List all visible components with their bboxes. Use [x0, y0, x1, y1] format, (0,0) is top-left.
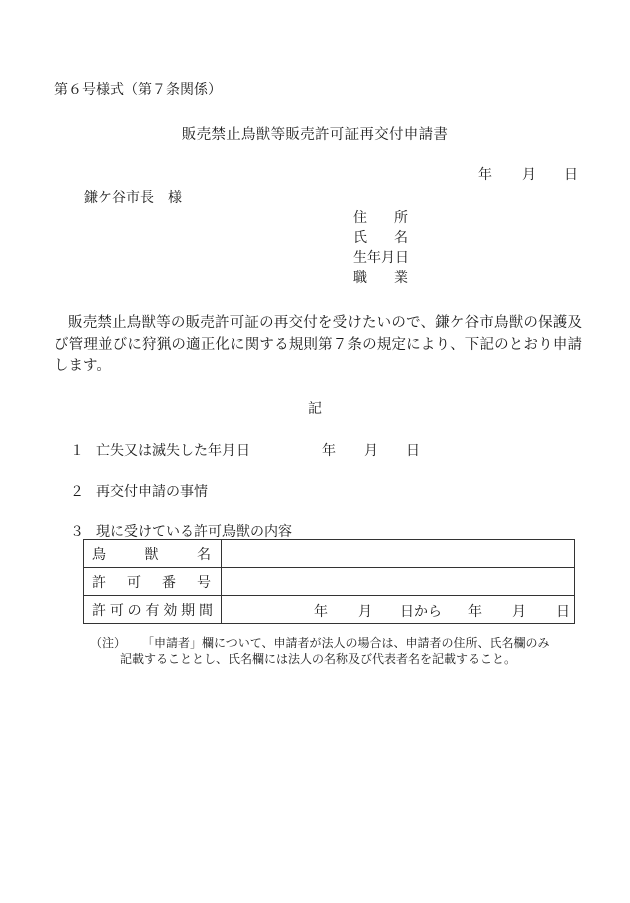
species-value-cell[interactable]	[222, 540, 575, 568]
loss-date-day: 日	[406, 443, 420, 459]
occupation-label-char: 業	[394, 270, 408, 286]
label-char: 号	[197, 574, 211, 591]
addressee: 鎌ケ谷市長 様	[84, 190, 182, 206]
date-year: 年	[478, 167, 492, 183]
note-line-1	[90, 635, 550, 651]
form-number: 第６号様式（第７条関係）	[54, 82, 222, 98]
label-char: 獣	[144, 546, 159, 563]
label-char: 効	[163, 602, 178, 619]
table-row	[84, 596, 575, 624]
species-label-cell	[84, 540, 222, 568]
item-3	[70, 521, 292, 541]
label-char: 鳥	[92, 546, 106, 563]
address-label-char: 所	[394, 210, 408, 226]
period-start-month: 月	[358, 604, 372, 620]
period-end-day: 日	[556, 604, 570, 620]
occupation-label	[353, 267, 408, 287]
date-day: 日	[564, 167, 578, 183]
label-char: 番	[162, 574, 176, 591]
label-char: 名	[197, 546, 211, 563]
period-end-year: 年	[468, 604, 482, 620]
address-label-char: 住	[353, 210, 367, 226]
item-label: 再交付申請の事情	[96, 484, 208, 500]
label-char: 期	[181, 602, 196, 619]
permit-number-value-cell[interactable]	[222, 568, 575, 596]
permit-number-label-cell	[84, 568, 222, 596]
period-start-day: 日から	[400, 604, 442, 620]
loss-date-month: 月	[364, 443, 378, 459]
date-month: 月	[522, 167, 536, 183]
note-line-2	[90, 651, 550, 667]
item-number: ３	[70, 524, 84, 540]
validity-label-cell	[84, 596, 222, 624]
label-char: 可	[127, 574, 141, 591]
name-label-char: 氏	[353, 230, 367, 246]
item-1	[70, 440, 250, 460]
address-label	[353, 207, 408, 227]
loss-date-year: 年	[322, 443, 336, 459]
label-char: 許	[92, 574, 106, 591]
birthdate-label: 生年月日	[353, 250, 409, 266]
validity-period-cell[interactable]	[222, 596, 575, 624]
period-end-month: 月	[512, 604, 526, 620]
label-char: 有	[145, 602, 160, 619]
occupation-label-char: 職	[353, 270, 367, 286]
permit-table	[83, 539, 575, 624]
note	[90, 635, 550, 667]
table-row	[84, 540, 575, 568]
name-label-char: 名	[394, 230, 408, 246]
name-label	[353, 227, 408, 247]
note-text-2: 記載することとし、氏名欄には法人の名称及び代表者名を記載すること。	[120, 652, 517, 666]
document-title: 販売禁止鳥獣等販売許可証再交付申請書	[181, 127, 449, 143]
item-number: １	[70, 443, 84, 459]
table-row	[84, 568, 575, 596]
item-number: ２	[70, 484, 84, 500]
label-char: の	[127, 602, 142, 619]
ki-heading: 記	[308, 401, 322, 417]
note-prefix: （注）	[90, 636, 127, 650]
period-start-year: 年	[314, 604, 328, 620]
label-char: 許	[92, 602, 106, 619]
body-paragraph: 販売禁止鳥獣等の販売許可証の再交付を受けたいので、鎌ケ谷市鳥獣の保護及び管理並びに狩猟の適正化に関する規則第７条の規定により、下記のとおり申請します。	[54, 315, 582, 374]
item-label: 亡失又は滅失した年月日	[96, 443, 250, 459]
item-2	[70, 481, 208, 501]
label-char: 間	[198, 602, 213, 619]
note-text-1: 「申請者」欄について、申請者が法人の場合は、申請者の住所、氏名欄のみ	[142, 636, 550, 650]
label-char: 可	[109, 602, 124, 619]
item-label: 現に受けている許可鳥獣の内容	[96, 524, 292, 540]
